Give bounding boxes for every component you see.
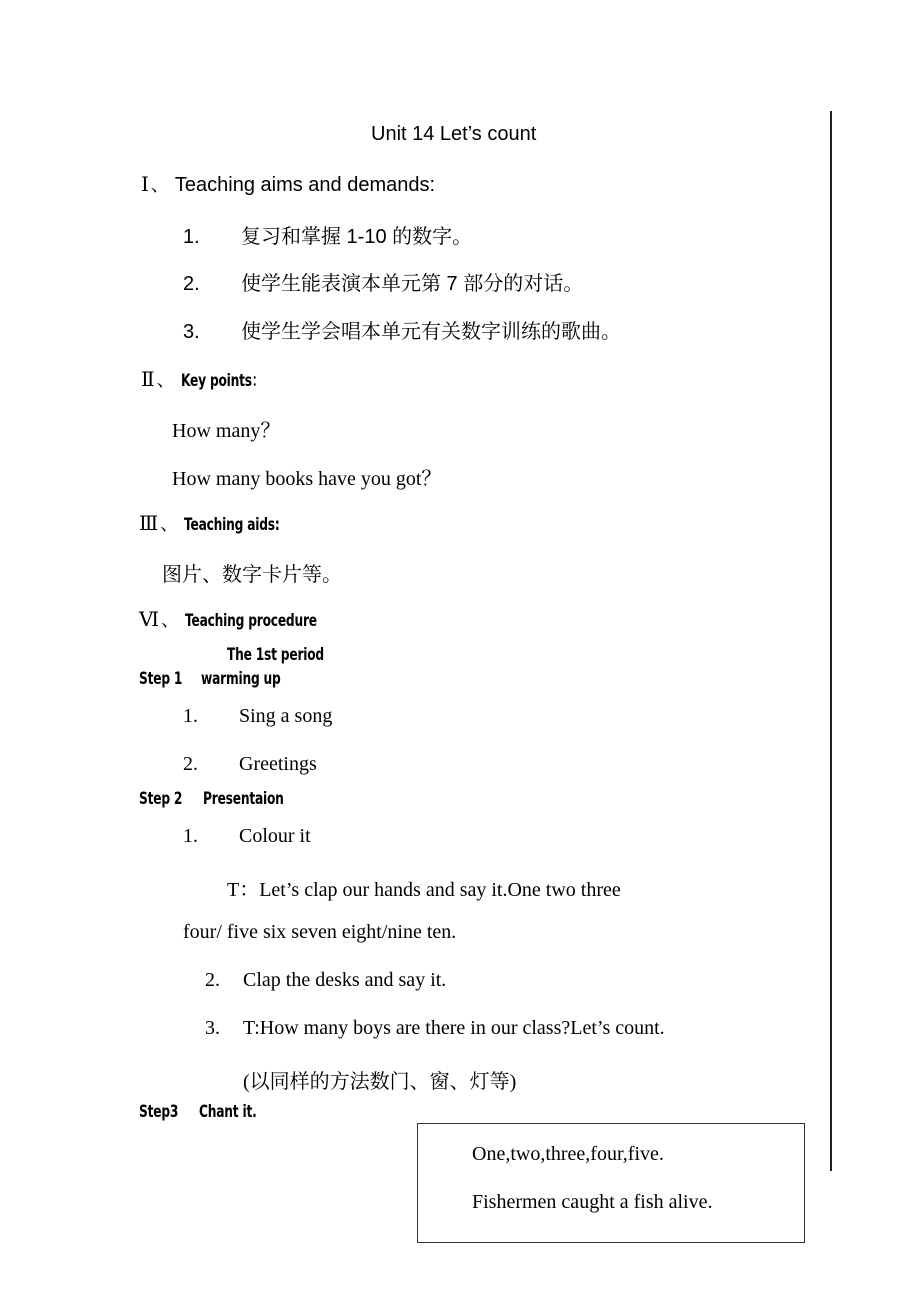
- step1-label: Step 1: [139, 669, 183, 689]
- item-number: 2.: [183, 753, 198, 775]
- section-procedure-heading: [139, 606, 368, 632]
- step2-name: Presentaion: [203, 789, 284, 809]
- section-numeral: Ⅰ: [141, 174, 149, 196]
- step2-item: [183, 825, 311, 848]
- section-aims-heading: [141, 171, 435, 197]
- aids-text: 图片、数字卡片等。: [162, 564, 342, 586]
- separator: 、: [150, 175, 169, 195]
- heading-text: Teaching aims and demands:: [174, 174, 436, 196]
- margin-rule: [830, 111, 832, 1171]
- step1-item: [183, 705, 332, 728]
- section-aids-heading: [139, 510, 317, 536]
- item-text: Sing a song: [239, 705, 333, 727]
- aim-item: [183, 220, 472, 249]
- chant-line: One,two,three,four,five.: [472, 1143, 664, 1165]
- item-text: Colour it: [239, 825, 311, 847]
- step2-item: [205, 1017, 665, 1040]
- page-title: Unit 14 Let’s count: [371, 123, 537, 145]
- step1-name: warming up: [201, 669, 281, 689]
- item-number: 2.: [205, 969, 220, 991]
- item-number: 1.: [183, 825, 198, 847]
- separator: 、: [156, 370, 175, 390]
- chant-line: Fishermen caught a fish alive.: [472, 1191, 713, 1213]
- heading-text: Teaching procedure: [185, 611, 318, 631]
- heading-text: Key points：: [180, 371, 264, 391]
- item-number: 3.: [205, 1017, 220, 1039]
- key-point-line: How many？: [172, 420, 281, 442]
- section-numeral: Ⅱ: [141, 369, 155, 391]
- key-point-line: How many books have you got？: [172, 468, 442, 490]
- section-numeral: Ⅵ: [139, 609, 160, 631]
- section-numeral: Ⅲ: [139, 513, 159, 535]
- period-label: The 1st period: [227, 645, 324, 665]
- heading-text: Teaching aids:: [184, 515, 280, 535]
- aim-item: [183, 315, 621, 344]
- item-text: 使学生学会唱本单元有关数字训练的歌曲。: [241, 321, 621, 343]
- item-text: Clap the desks and say it.: [243, 969, 447, 991]
- step3-label: Step3: [139, 1102, 179, 1122]
- item-number: 1.: [183, 705, 198, 727]
- aim-item: [183, 267, 583, 296]
- separator: 、: [160, 514, 179, 534]
- item-text: 使学生能表演本单元第 7 部分的对话。: [241, 273, 584, 295]
- item-number: 1.: [183, 226, 200, 248]
- item-text: 复习和掌握 1-10 的数字。: [241, 226, 473, 248]
- step1-item: [183, 753, 317, 776]
- section-key-points-heading: [141, 366, 296, 392]
- teacher-line: T：Let’s clap our hands and say it.One two three: [227, 879, 621, 901]
- step2-label: Step 2: [139, 789, 183, 809]
- item-text: T:How many boys are there in our class?Let’s count.: [243, 1017, 665, 1039]
- step3-name: Chant it.: [199, 1102, 257, 1122]
- teacher-line-continued: four/ five six seven eight/nine ten.: [183, 921, 457, 943]
- item-text: Greetings: [239, 753, 317, 775]
- item-number: 2.: [183, 273, 200, 295]
- separator: 、: [161, 610, 180, 630]
- item-number: 3.: [183, 321, 200, 343]
- step2-note: (以同样的方法数门、窗、灯等): [243, 1071, 517, 1093]
- chant-box: [417, 1123, 805, 1243]
- step2-item: [205, 969, 446, 992]
